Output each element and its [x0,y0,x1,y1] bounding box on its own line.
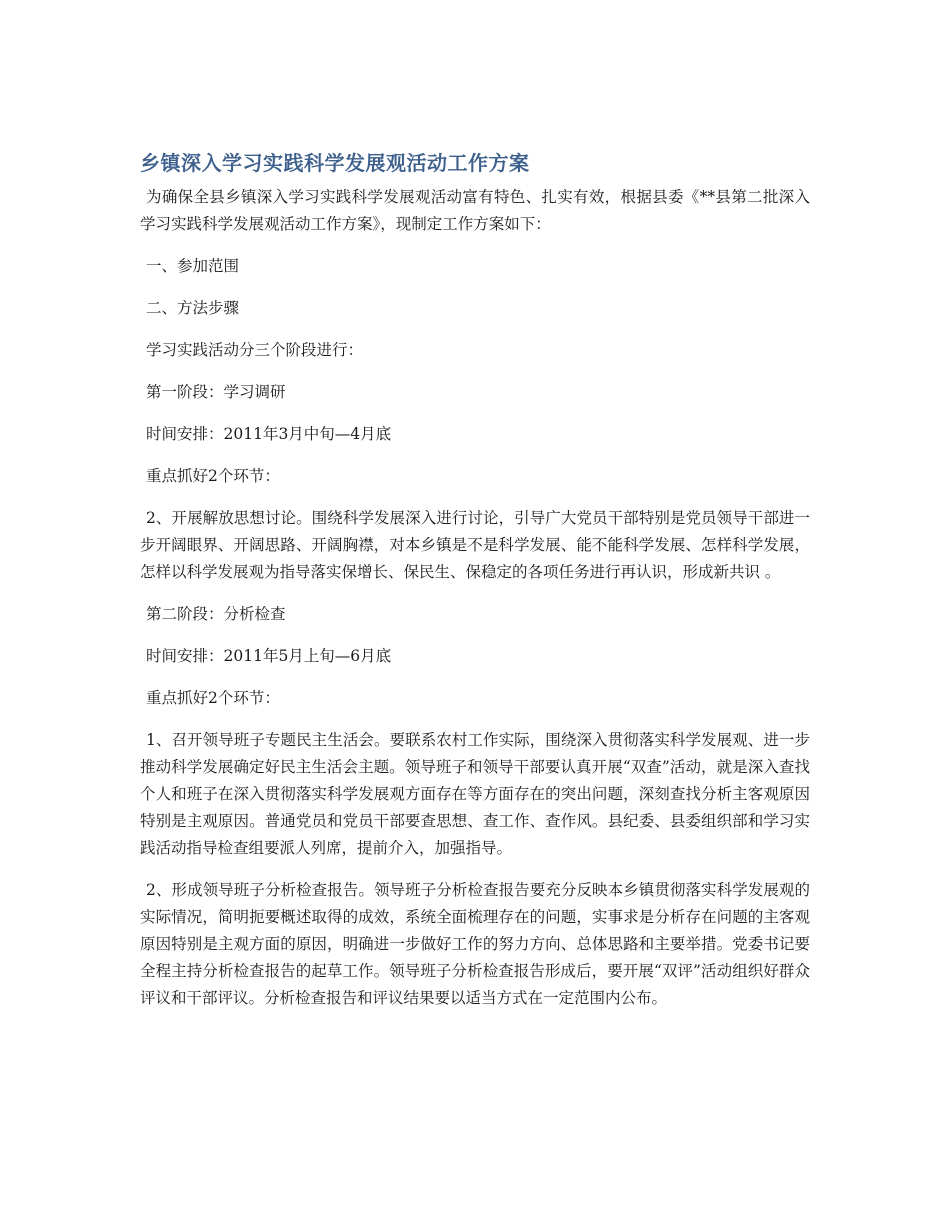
stage-two-item-2: 2、形成领导班子分析检查报告。领导班子分析检查报告要充分反映本乡镇贯彻落实科学发展观的实际情况，简明扼要概述取得的成效，系统全面梳理存在的问题，实事求是分析存在问题的主客观原因特别是主观方面的原因，明确进一步做好工作的努力方向、总体思路和主要举措。党委书记要全程主持分析检查报告的起草工作。领导班子分析检查报告形成后，要开展“双评”活动组织好群众评议和干部评议。分析检查报告和评议结果要以适当方式在一定范围内公布。 [140,881,810,1007]
section-heading-scope: 一、参加范围 [146,257,240,275]
document-page [140,148,810,1027]
stage-one-item-2: 2、开展解放思想讨论。围绕科学发展深入进行讨论，引导广大党员干部特别是党员领导干部进一步开阔眼界、开阔思路、开阔胸襟，对本乡镇是不是科学发展、能不能科学发展、怎样科学发展，怎样以科学发展观为指导落实保增长、保民生、保稳定的各项任务进行再认识，形成新共识 。 [140,509,810,581]
stage-one-heading: 第一阶段：学习调研 [146,383,286,401]
intro-paragraph: 为确保全县乡镇深入学习实践科学发展观活动富有特色、扎实有效，根据县委《**县第二批深入学习实践科学发展观活动工作方案》，现制定工作方案如下： [140,188,810,233]
document-title: 乡镇深入学习实践科学发展观活动工作方案 [140,151,530,175]
stage-two-focus: 重点抓好2个环节： [146,689,280,707]
section-heading-steps: 二、方法步骤 [146,299,240,317]
stage-one-focus: 重点抓好2个环节： [146,467,280,485]
stages-intro: 学习实践活动分三个阶段进行： [146,341,364,359]
stage-two-schedule: 时间安排：2011年5月上旬—6月底 [146,647,392,665]
stage-two-item-1: 1、召开领导班子专题民主生活会。要联系农村工作实际，围绕深入贯彻落实科学发展观、进一步推动科学发展确定好民主生活会主题。领导班子和领导干部要认真开展“双查”活动，就是深入查找个人和班子在深入贯彻落实科学发展观方面存在等方面存在的突出问题，深刻查找分析主客观原因特别是主观原因。普通党员和党员干部要查思想、查工作、查作风。县纪委、县委组织部和学习实践活动指导检查组要派人列席，提前介入，加强指导。 [140,731,810,857]
stage-two-heading: 第二阶段：分析检查 [146,605,286,623]
stage-one-schedule: 时间安排：2011年3月中旬—4月底 [146,425,392,443]
